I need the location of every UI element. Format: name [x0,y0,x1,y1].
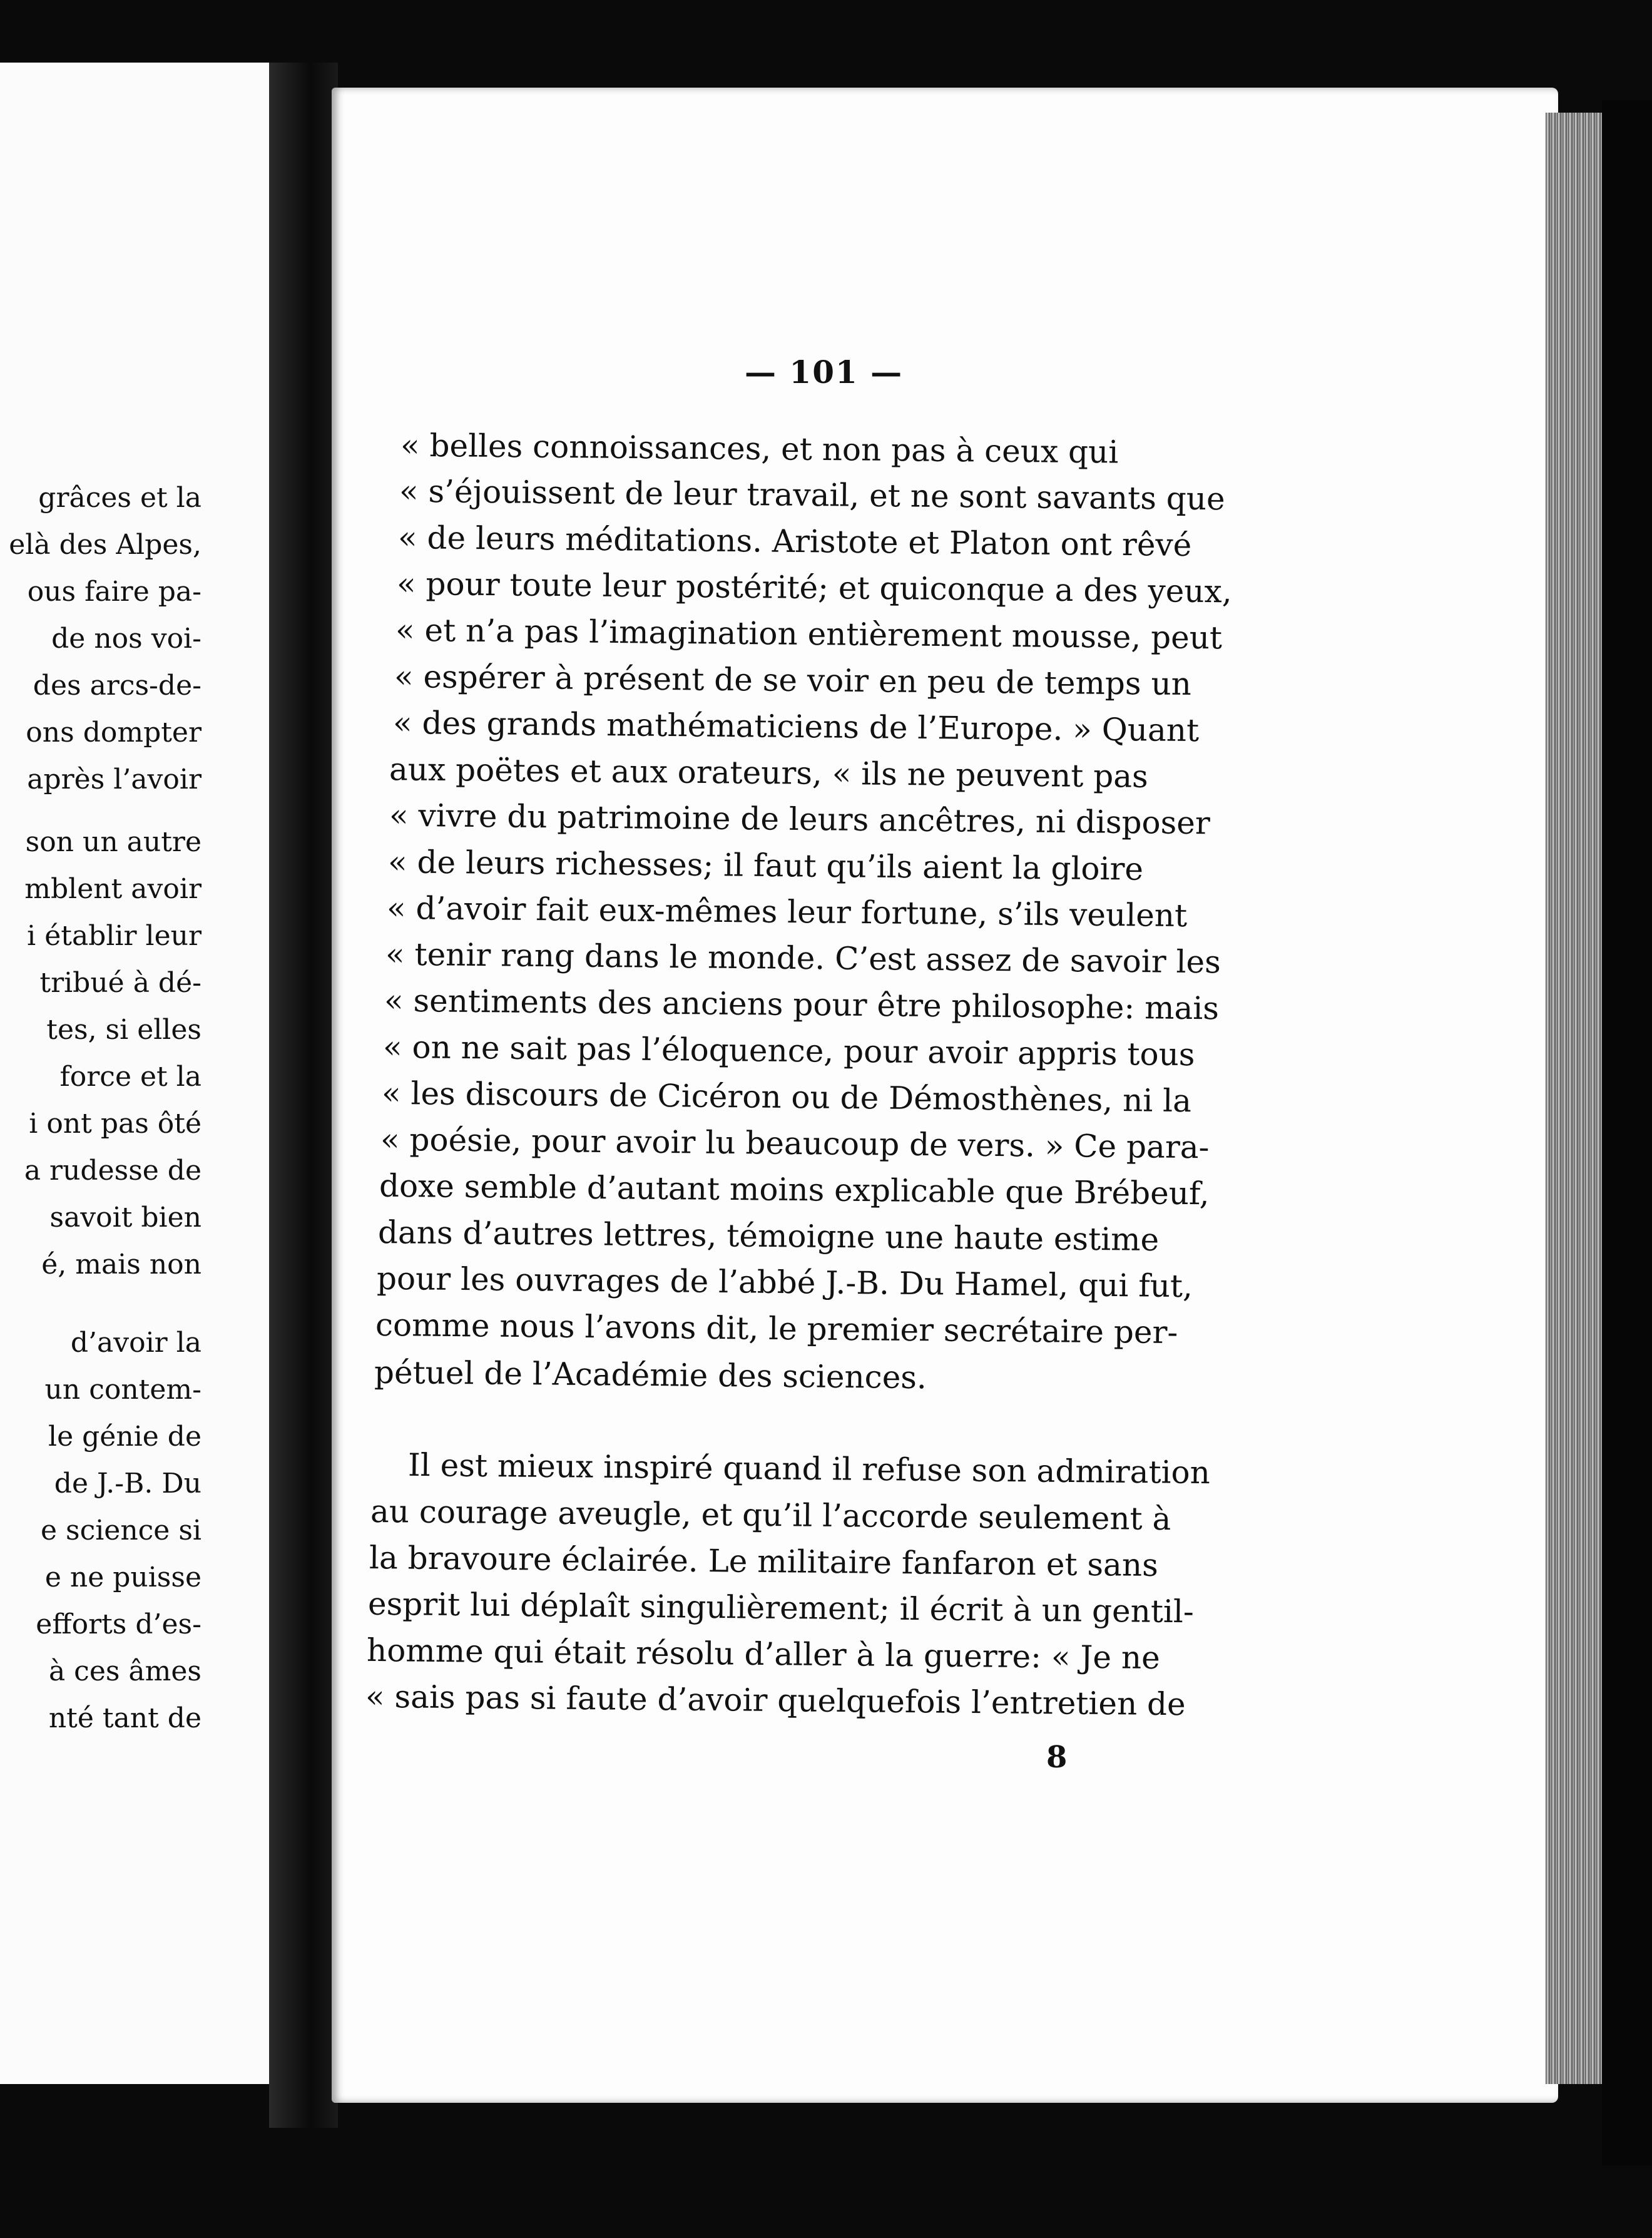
left-line: é, mais non [41,1249,201,1280]
text-line: la bravoure éclairée. Le militaire fanfaron et sans [369,1539,1159,1584]
left-line: e science si [40,1515,201,1546]
left-line: elà des Alpes, [9,529,201,561]
text-line: esprit lui déplaît singulièrement; il écrit à un gentil- [367,1585,1195,1630]
left-line: après l’avoir [27,764,201,795]
text-line: « vivre du patrimoine de leurs ancêtres, ni disposer [389,797,1211,842]
text-line: « d’avoir fait eux-mêmes leur fortune, s’ils veulent [386,889,1188,934]
text-line: aux poëtes et aux orateurs, « ils ne peuvent pas [389,751,1149,795]
left-line: un contem- [44,1374,201,1406]
text-line: « pour toute leur postérité; et quiconque a des yeux, [396,565,1232,610]
left-line: savoit bien [49,1202,201,1234]
left-line: grâces et la [38,482,201,514]
left-line: ous faire pa- [27,576,201,608]
text-line: « et n’a pas l’imagination entièrement mousse, peut [395,611,1223,657]
text-line: « des grands mathématiciens de l’Europe. » Quant [392,704,1200,749]
left-line: a rudesse de [24,1155,201,1187]
left-line: de nos voi- [51,623,201,655]
left-line: tes, si elles [46,1014,201,1046]
page-number: — 101 — [745,354,904,391]
left-line: e ne puisse [44,1561,201,1593]
left-line: de J.-B. Du [54,1468,201,1500]
text-line: « on ne sait pas l’éloquence, pour avoir appris tous [382,1028,1195,1073]
text-line: dans d’autres lettres, témoigne une haute estime [377,1214,1160,1258]
text-line: « sentiments des anciens pour être philosophe: mais [384,982,1220,1027]
text-line: « s’éjouissent de leur travail, et ne sont savants que [399,473,1225,518]
left-line: nté tant de [48,1702,201,1734]
left-line: d’avoir la [70,1327,201,1359]
left-line: efforts d’es- [36,1608,201,1640]
text-line: « sais pas si faute d’avoir quelquefois l’entretien de [365,1678,1186,1723]
text-line: « belles connoissances, et non pas à ceux qui [400,427,1119,471]
text-line: « les discours de Cicéron ou de Démosthènes, ni la [381,1075,1192,1120]
text-line: au courage aveugle, et qu’il l’accorde seulement à [370,1493,1171,1538]
text-line: « espérer à présent de se voir en peu de temps un [394,658,1192,703]
text-line: Il est mieux inspiré quand il refuse son admiration [407,1446,1211,1491]
text-line: comme nous l’avons dit, le premier secrétaire per- [375,1306,1178,1351]
text-line: pour les ouvrages de l’abbé J.-B. Du Hamel, qui fut, [376,1260,1193,1305]
text-line: doxe semble d’autant moins explicable que Brébeuf, [379,1167,1210,1212]
left-line: à ces âmes [48,1655,201,1687]
left-line: i ont pas ôté [29,1108,201,1140]
left-line: ons dompter [26,717,201,749]
left-line: tribué à dé- [39,967,201,999]
text-line: « de leurs méditations. Aristote et Platon ont rêvé [397,519,1192,564]
left-line: i établir leur [27,920,201,952]
left-line: le génie de [48,1421,201,1453]
left-line: son un autre [25,826,201,858]
signature-mark: 8 [1046,1740,1068,1775]
text-line: « tenir rang dans le monde. C’est assez de savoir les [385,936,1221,981]
left-line: force et la [59,1061,201,1093]
text-line: pétuel de l’Académie des sciences. [374,1354,927,1396]
left-line: mblent avoir [24,873,201,905]
text-line: homme qui était résolu d’aller à la guerre: « Je ne [366,1632,1160,1677]
text-line: « de leurs richesses; il faut qu’ils aient la gloire [387,844,1144,887]
left-line: des arcs-de- [33,670,201,702]
text-line: « poésie, pour avoir lu beaucoup de vers. » Ce para- [380,1121,1210,1166]
